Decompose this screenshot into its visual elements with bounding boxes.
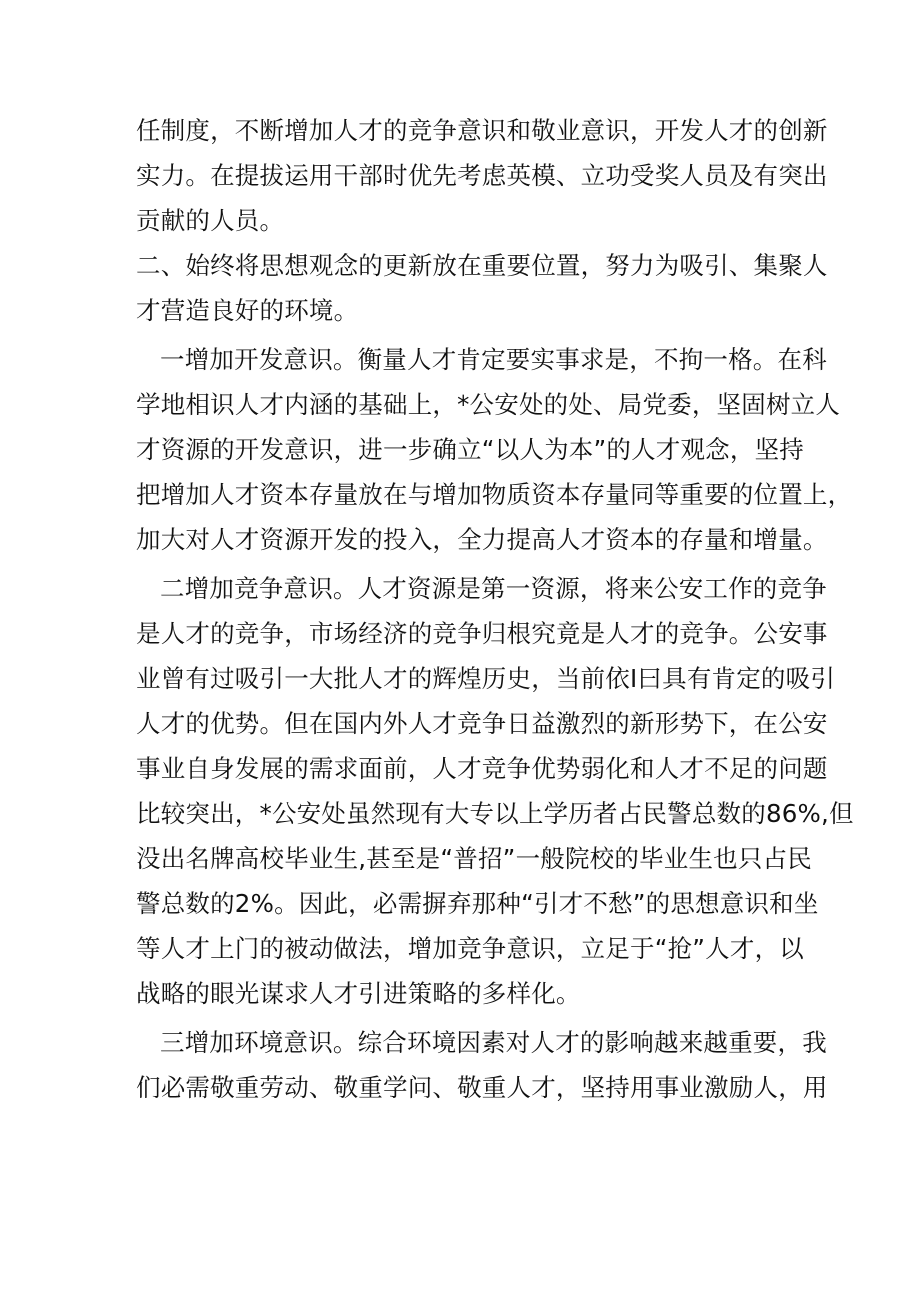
text-line: 才资源的开发意识，进一步确立“以人为本”的人才观念，坚持 xyxy=(136,435,804,464)
text-line: 没出名牌高校毕业生,甚至是“普招”一般院校的毕业生也只占民 xyxy=(136,844,812,873)
text-line: 加大对人才资源开发的投入，全力提高人才资本的存量和增量。 xyxy=(136,525,828,554)
text-line: 二增加竞争意识。人才资源是第一资源，将来公安工作的竞争 xyxy=(160,574,827,603)
text-line: 战略的眼光谋求人才引进策略的多样化。 xyxy=(136,979,581,1008)
text-line: 等人才上门的被动做法，增加竞争意识，立足于“抢”人才，以 xyxy=(136,934,804,963)
text-line: 事业自身发展的需求面前，人才竞争优势弱化和人才不足的问题 xyxy=(136,754,828,783)
paragraph-1 xyxy=(136,108,828,243)
text-line: 人才的优势。但在国内外人才竞争日益激烈的新形势下，在公安 xyxy=(136,709,828,738)
text-line: 任制度，不断增加人才的竞争意识和敬业意识，开发人才的创新 xyxy=(136,116,828,145)
text-line: 警总数的2%。因此，必需摒弃那种“引才不愁”的思想意识和坐 xyxy=(136,889,819,918)
text-line: 比较突出，*公安处虽然现有大专以上学历者占民警总数的86%,但 xyxy=(136,799,854,828)
paragraph-development xyxy=(136,337,853,562)
text-line: 学地相识人才内涵的基础上，*公安处的处、局党委，坚固树立人 xyxy=(136,390,841,419)
document-body xyxy=(136,108,854,1110)
text-line: 一增加开发意识。衡量人才肯定要实事求是，不拘一格。在科 xyxy=(160,345,827,374)
text-line: 才营造良好的环境。 xyxy=(136,296,359,325)
text-line: 是人才的竞争，市场经济的竞争归根究竟是人才的竞争。公安事 xyxy=(136,619,828,648)
text-line: 二、始终将思想观念的更新放在重要位置，努力为吸引、集聚人 xyxy=(136,251,828,280)
text-line: 实力。在提拔运用干部时优先考虑英模、立功受奖人员及有突出 xyxy=(136,161,828,190)
paragraph-competition xyxy=(136,566,854,1016)
text-line: 们必需敬重劳动、敬重学问、敬重人才，坚持用事业激励人，用 xyxy=(136,1073,828,1102)
text-line: 把增加人才资本存量放在与增加物质资本存量同等重要的位置上， xyxy=(136,480,853,509)
text-line: 业曾有过吸引一大批人才的辉煌历史，当前依I曰具有肯定的吸引 xyxy=(136,664,836,693)
text-line: 贡献的人员。 xyxy=(136,206,285,235)
section-heading xyxy=(136,243,828,333)
paragraph-environment xyxy=(136,1020,828,1110)
text-line: 三增加环境意识。综合环境因素对人才的影响越来越重要，我 xyxy=(160,1028,827,1057)
